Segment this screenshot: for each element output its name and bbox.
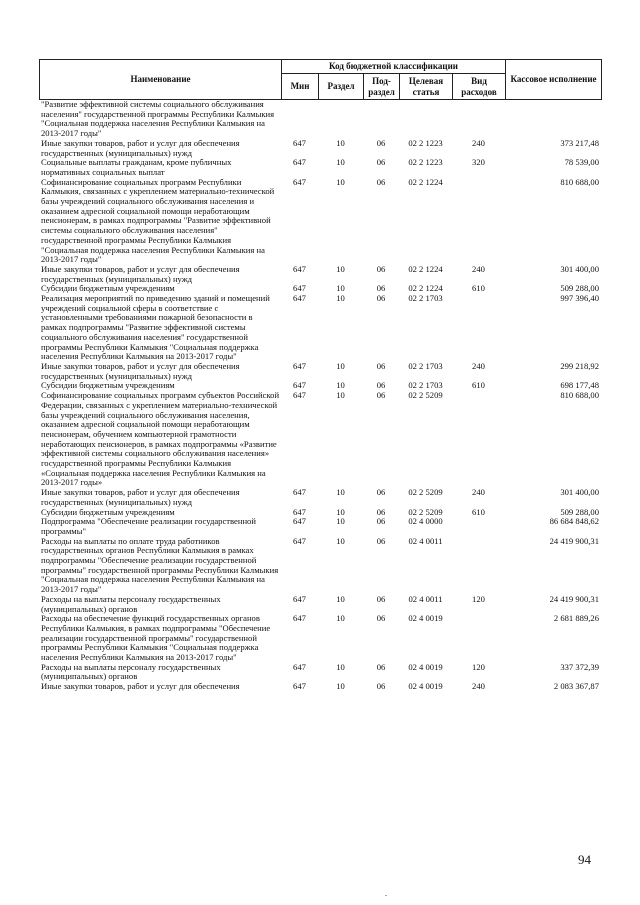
header-target-article: Целевая статья bbox=[400, 74, 453, 100]
row-min-cell: 647 bbox=[293, 390, 306, 401]
row-expense-type-cell: 240 bbox=[472, 137, 485, 148]
row-min-cell: 647 bbox=[293, 137, 306, 148]
row-expense-type-cell: 120 bbox=[472, 593, 485, 604]
row-razdel-cell: 10 bbox=[336, 681, 345, 692]
row-name-cell: Субсидии бюджетным учреждениям bbox=[41, 506, 175, 517]
row-amount-cell: 86 684 848,62 bbox=[549, 516, 599, 527]
row-target-article-cell: 02 4 0019 bbox=[408, 613, 443, 624]
row-podrazdel-cell: 06 bbox=[376, 283, 386, 294]
row-amount-cell: 78 539,00 bbox=[564, 157, 599, 168]
row-target-article-cell: 02 2 5209 bbox=[408, 390, 443, 401]
table-header bbox=[39, 59, 602, 100]
row-podrazdel-cell: 06 bbox=[376, 506, 386, 517]
row-razdel-cell: 10 bbox=[336, 157, 345, 168]
row-amount-cell bbox=[505, 100, 601, 139]
row-razdel-cell: 10 bbox=[336, 137, 345, 148]
row-expense-type-cell bbox=[452, 537, 505, 595]
row-name-cell: Иные закупки товаров, работ и услуг для обеспечения государственных (муниципальных) нужд bbox=[41, 137, 240, 158]
row-target-article-cell: 02 2 1224 bbox=[408, 263, 443, 274]
row-min-cell: 647 bbox=[293, 263, 306, 274]
row-expense-type-cell: 240 bbox=[472, 263, 485, 274]
table-row bbox=[39, 663, 601, 682]
row-razdel-cell: 10 bbox=[336, 506, 345, 517]
row-razdel-cell: 10 bbox=[336, 661, 345, 672]
row-name-cell: Подпрограмма "Обеспечение реализации государственной программы" bbox=[41, 516, 256, 536]
row-razdel-cell: 10 bbox=[336, 613, 345, 624]
row-target-article-cell: 02 2 5209 bbox=[408, 487, 443, 498]
row-name-cell: Софинансирование социальных программ Республики Калмыкия, связанных с укреплением материально-технической базы учреждений социального обслуживания населения и оказанием адресной социальной помощи неработающим пенсионерам, в рамках подпрограммы "Развитие эффективной системы социального обслуживания населения" государственной программы Республики Калмыкия "Социальная поддержка населения Республики Калмыкия на 2013-2017 годы" bbox=[41, 176, 275, 265]
table-row bbox=[39, 178, 601, 265]
row-podrazdel-cell bbox=[363, 100, 399, 139]
row-name-cell: Расходы на обеспечение функций государственных органов Республики Калмыкия, в рамках подпрограммы "Обеспечение реализации государственной программы" государственной программы Республики Калмыкия "Социальная поддержка населения Республики Калмыкия на 2013-2017 годы" bbox=[41, 613, 271, 663]
table-row bbox=[39, 614, 601, 663]
row-amount-cell: 698 177,48 bbox=[560, 380, 599, 391]
row-podrazdel-cell: 06 bbox=[376, 263, 386, 274]
row-podrazdel-cell: 06 bbox=[376, 535, 386, 546]
header-expense-type: Вид расходов bbox=[453, 74, 506, 100]
row-min-cell: 647 bbox=[293, 506, 306, 517]
row-razdel-cell: 10 bbox=[336, 176, 345, 187]
row-amount-cell: 301 400,00 bbox=[560, 487, 599, 498]
row-razdel-cell: 10 bbox=[336, 293, 345, 304]
row-target-article-cell: 02 2 1703 bbox=[408, 380, 443, 391]
row-name-cell: Социальные выплаты гражданам, кроме публичных нормативных социальных выплат bbox=[41, 157, 232, 177]
row-amount-cell: 810 688,00 bbox=[560, 176, 599, 187]
row-target-article-cell: 02 4 0000 bbox=[408, 516, 443, 527]
table-row bbox=[39, 682, 601, 692]
budget-table bbox=[39, 59, 601, 692]
row-expense-type-cell: 610 bbox=[472, 380, 485, 391]
row-min-cell: 647 bbox=[293, 380, 306, 391]
row-expense-type-cell bbox=[452, 100, 505, 139]
row-expense-type-cell bbox=[452, 517, 505, 536]
row-podrazdel-cell: 06 bbox=[376, 593, 386, 604]
table-row bbox=[39, 158, 601, 177]
row-name-cell: Иные закупки товаров, работ и услуг для обеспечения bbox=[41, 681, 240, 692]
row-razdel-cell: 10 bbox=[336, 593, 345, 604]
row-razdel-cell bbox=[318, 100, 363, 139]
row-min-cell: 647 bbox=[293, 661, 306, 672]
row-min-cell: 647 bbox=[293, 360, 306, 371]
row-podrazdel-cell: 06 bbox=[376, 681, 386, 692]
table-row bbox=[39, 294, 601, 362]
row-name-cell: Субсидии бюджетным учреждениям bbox=[41, 283, 175, 294]
table-row bbox=[39, 362, 601, 381]
row-min-cell: 647 bbox=[293, 535, 306, 546]
row-amount-cell: 2 681 889,26 bbox=[553, 613, 599, 624]
row-target-article-cell: 02 2 5209 bbox=[408, 506, 443, 517]
row-razdel-cell: 10 bbox=[336, 535, 345, 546]
row-amount-cell: 2 083 367,87 bbox=[553, 681, 599, 692]
row-target-article-cell: 02 2 1703 bbox=[408, 293, 443, 304]
header-cash-execution: Кассовое исполнение bbox=[506, 60, 602, 100]
row-min-cell: 647 bbox=[293, 283, 306, 294]
row-razdel-cell: 10 bbox=[336, 380, 345, 391]
footer-mark: . bbox=[385, 889, 387, 898]
row-podrazdel-cell: 06 bbox=[376, 661, 386, 672]
row-name-cell: Расходы на выплаты по оплате труда работников государственных органов Республики Калмыкия в рамках подпрограммы "Обеспечение реализации государственной программы" государственной программы Республики Калмыкия "Социальная поддержка населения Республики Калмыкия на 2013-2017 годы" bbox=[41, 535, 279, 595]
row-name-cell: "Развитие эффективной системы социального обслуживания населения" государственной программы Республики Калмыкия "Социальная поддержка населения Республики Калмыкия на 2013-2017 годы" bbox=[41, 99, 275, 139]
table-body bbox=[39, 100, 601, 692]
header-min: Мин bbox=[282, 74, 319, 100]
row-min-cell: 647 bbox=[293, 516, 306, 527]
row-target-article-cell: 02 2 1224 bbox=[408, 176, 443, 187]
row-expense-type-cell: 320 bbox=[472, 157, 485, 168]
header-razdel: Раздел bbox=[319, 74, 364, 100]
row-podrazdel-cell: 06 bbox=[376, 516, 386, 527]
row-expense-type-cell bbox=[452, 391, 505, 488]
row-target-article-cell bbox=[399, 100, 452, 139]
table-row bbox=[39, 265, 601, 284]
table-row bbox=[39, 488, 601, 507]
header-podrazdel: Под-раздел bbox=[364, 74, 400, 100]
row-name-cell: Расходы на выплаты персоналу государственных (муниципальных) органов bbox=[41, 661, 221, 682]
row-min-cell: 647 bbox=[293, 157, 306, 168]
row-podrazdel-cell: 06 bbox=[376, 487, 386, 498]
row-target-article-cell: 02 2 1703 bbox=[408, 360, 443, 371]
row-min-cell: 647 bbox=[293, 613, 306, 624]
row-name-cell: Софинансирование социальных программ субъектов Российской Федерации, связанных с укреплением материально-технической базы учреждений социального обслуживания населения, оказанием адресной социальной помощи неработающим пенсионерам, обучением компьютерной грамотности неработающих пенсионеров, в рамках подпрограммы «Развитие эффективной системы социального обслуживания населения» государственной программы Республики Калмыкия «Социальная поддержка населения Республики Калмыкия на 2013-2017 годы» bbox=[41, 390, 280, 488]
row-name-cell: Иные закупки товаров, работ и услуг для обеспечения государственных (муниципальных) нужд bbox=[41, 263, 240, 284]
row-target-article-cell: 02 2 1223 bbox=[408, 137, 443, 148]
page-number: 94 bbox=[578, 852, 591, 867]
row-razdel-cell: 10 bbox=[336, 263, 345, 274]
row-podrazdel-cell: 06 bbox=[376, 293, 386, 304]
row-amount-cell: 509 288,00 bbox=[560, 506, 599, 517]
row-expense-type-cell: 610 bbox=[472, 283, 485, 294]
row-razdel-cell: 10 bbox=[336, 487, 345, 498]
row-amount-cell: 301 400,00 bbox=[560, 263, 599, 274]
table-row bbox=[39, 517, 601, 536]
row-name-cell: Расходы на выплаты персоналу государственных (муниципальных) органов bbox=[41, 593, 221, 614]
row-podrazdel-cell: 06 bbox=[376, 613, 386, 624]
row-podrazdel-cell: 06 bbox=[376, 137, 386, 148]
row-min-cell: 647 bbox=[293, 487, 306, 498]
row-amount-cell: 299 218,92 bbox=[560, 360, 599, 371]
row-podrazdel-cell: 06 bbox=[376, 380, 386, 391]
table-row bbox=[39, 391, 601, 488]
row-target-article-cell: 02 2 1223 bbox=[408, 157, 443, 168]
row-razdel-cell: 10 bbox=[336, 283, 345, 294]
header-name: Наименование bbox=[40, 60, 282, 100]
row-podrazdel-cell: 06 bbox=[376, 176, 386, 187]
row-expense-type-cell: 240 bbox=[472, 360, 485, 371]
row-expense-type-cell: 610 bbox=[472, 506, 485, 517]
row-min-cell bbox=[281, 100, 318, 139]
row-target-article-cell: 02 4 0011 bbox=[408, 593, 443, 604]
row-expense-type-cell bbox=[452, 614, 505, 663]
row-min-cell: 647 bbox=[293, 681, 306, 692]
row-expense-type-cell: 240 bbox=[472, 681, 485, 692]
table-row bbox=[39, 100, 601, 139]
row-target-article-cell: 02 4 0011 bbox=[408, 535, 443, 546]
row-amount-cell: 373 217,48 bbox=[560, 137, 599, 148]
table-row bbox=[39, 537, 601, 595]
row-target-article-cell: 02 4 0019 bbox=[408, 681, 443, 692]
row-amount-cell: 337 372,39 bbox=[560, 661, 599, 672]
row-amount-cell: 997 396,40 bbox=[560, 293, 599, 304]
row-min-cell: 647 bbox=[293, 176, 306, 187]
row-amount-cell: 509 288,00 bbox=[560, 283, 599, 294]
row-name-cell: Субсидии бюджетным учреждениям bbox=[41, 380, 175, 391]
row-expense-type-cell bbox=[452, 178, 505, 265]
row-podrazdel-cell: 06 bbox=[376, 360, 386, 371]
row-podrazdel-cell: 06 bbox=[376, 157, 386, 168]
table-row bbox=[39, 595, 601, 614]
row-target-article-cell: 02 2 1224 bbox=[408, 283, 443, 294]
table-row bbox=[39, 139, 601, 158]
row-expense-type-cell bbox=[452, 294, 505, 362]
row-podrazdel-cell: 06 bbox=[376, 390, 386, 401]
row-min-cell: 647 bbox=[293, 593, 306, 604]
row-amount-cell: 24 419 900,31 bbox=[549, 593, 599, 604]
row-name-cell: Иные закупки товаров, работ и услуг для обеспечения государственных (муниципальных) нужд bbox=[41, 487, 240, 507]
row-amount-cell: 810 688,00 bbox=[560, 390, 599, 401]
row-razdel-cell: 10 bbox=[336, 390, 345, 401]
row-min-cell: 647 bbox=[293, 293, 306, 304]
header-budget-code-group: Код бюджетной классификации bbox=[282, 60, 506, 74]
row-expense-type-cell: 240 bbox=[472, 487, 485, 498]
row-amount-cell: 24 419 900,31 bbox=[549, 535, 599, 546]
row-target-article-cell: 02 4 0019 bbox=[408, 661, 443, 672]
row-expense-type-cell: 120 bbox=[472, 661, 485, 672]
row-razdel-cell: 10 bbox=[336, 516, 345, 527]
row-name-cell: Иные закупки товаров, работ и услуг для обеспечения государственных (муниципальных) нужд bbox=[41, 360, 240, 381]
row-name-cell: Реализация мероприятий по приведению зданий и помещений учреждений социальной сферы в соответствие с установленными требованиями пожарной безопасности в рамках подпрограммы "Развитие эффективной системы социального обслуживания населения" государственной программы Республики Калмыкия "Социальная поддержка населения Республики Калмыкия на 2013-2017 годы" bbox=[41, 293, 270, 362]
row-razdel-cell: 10 bbox=[336, 360, 345, 371]
